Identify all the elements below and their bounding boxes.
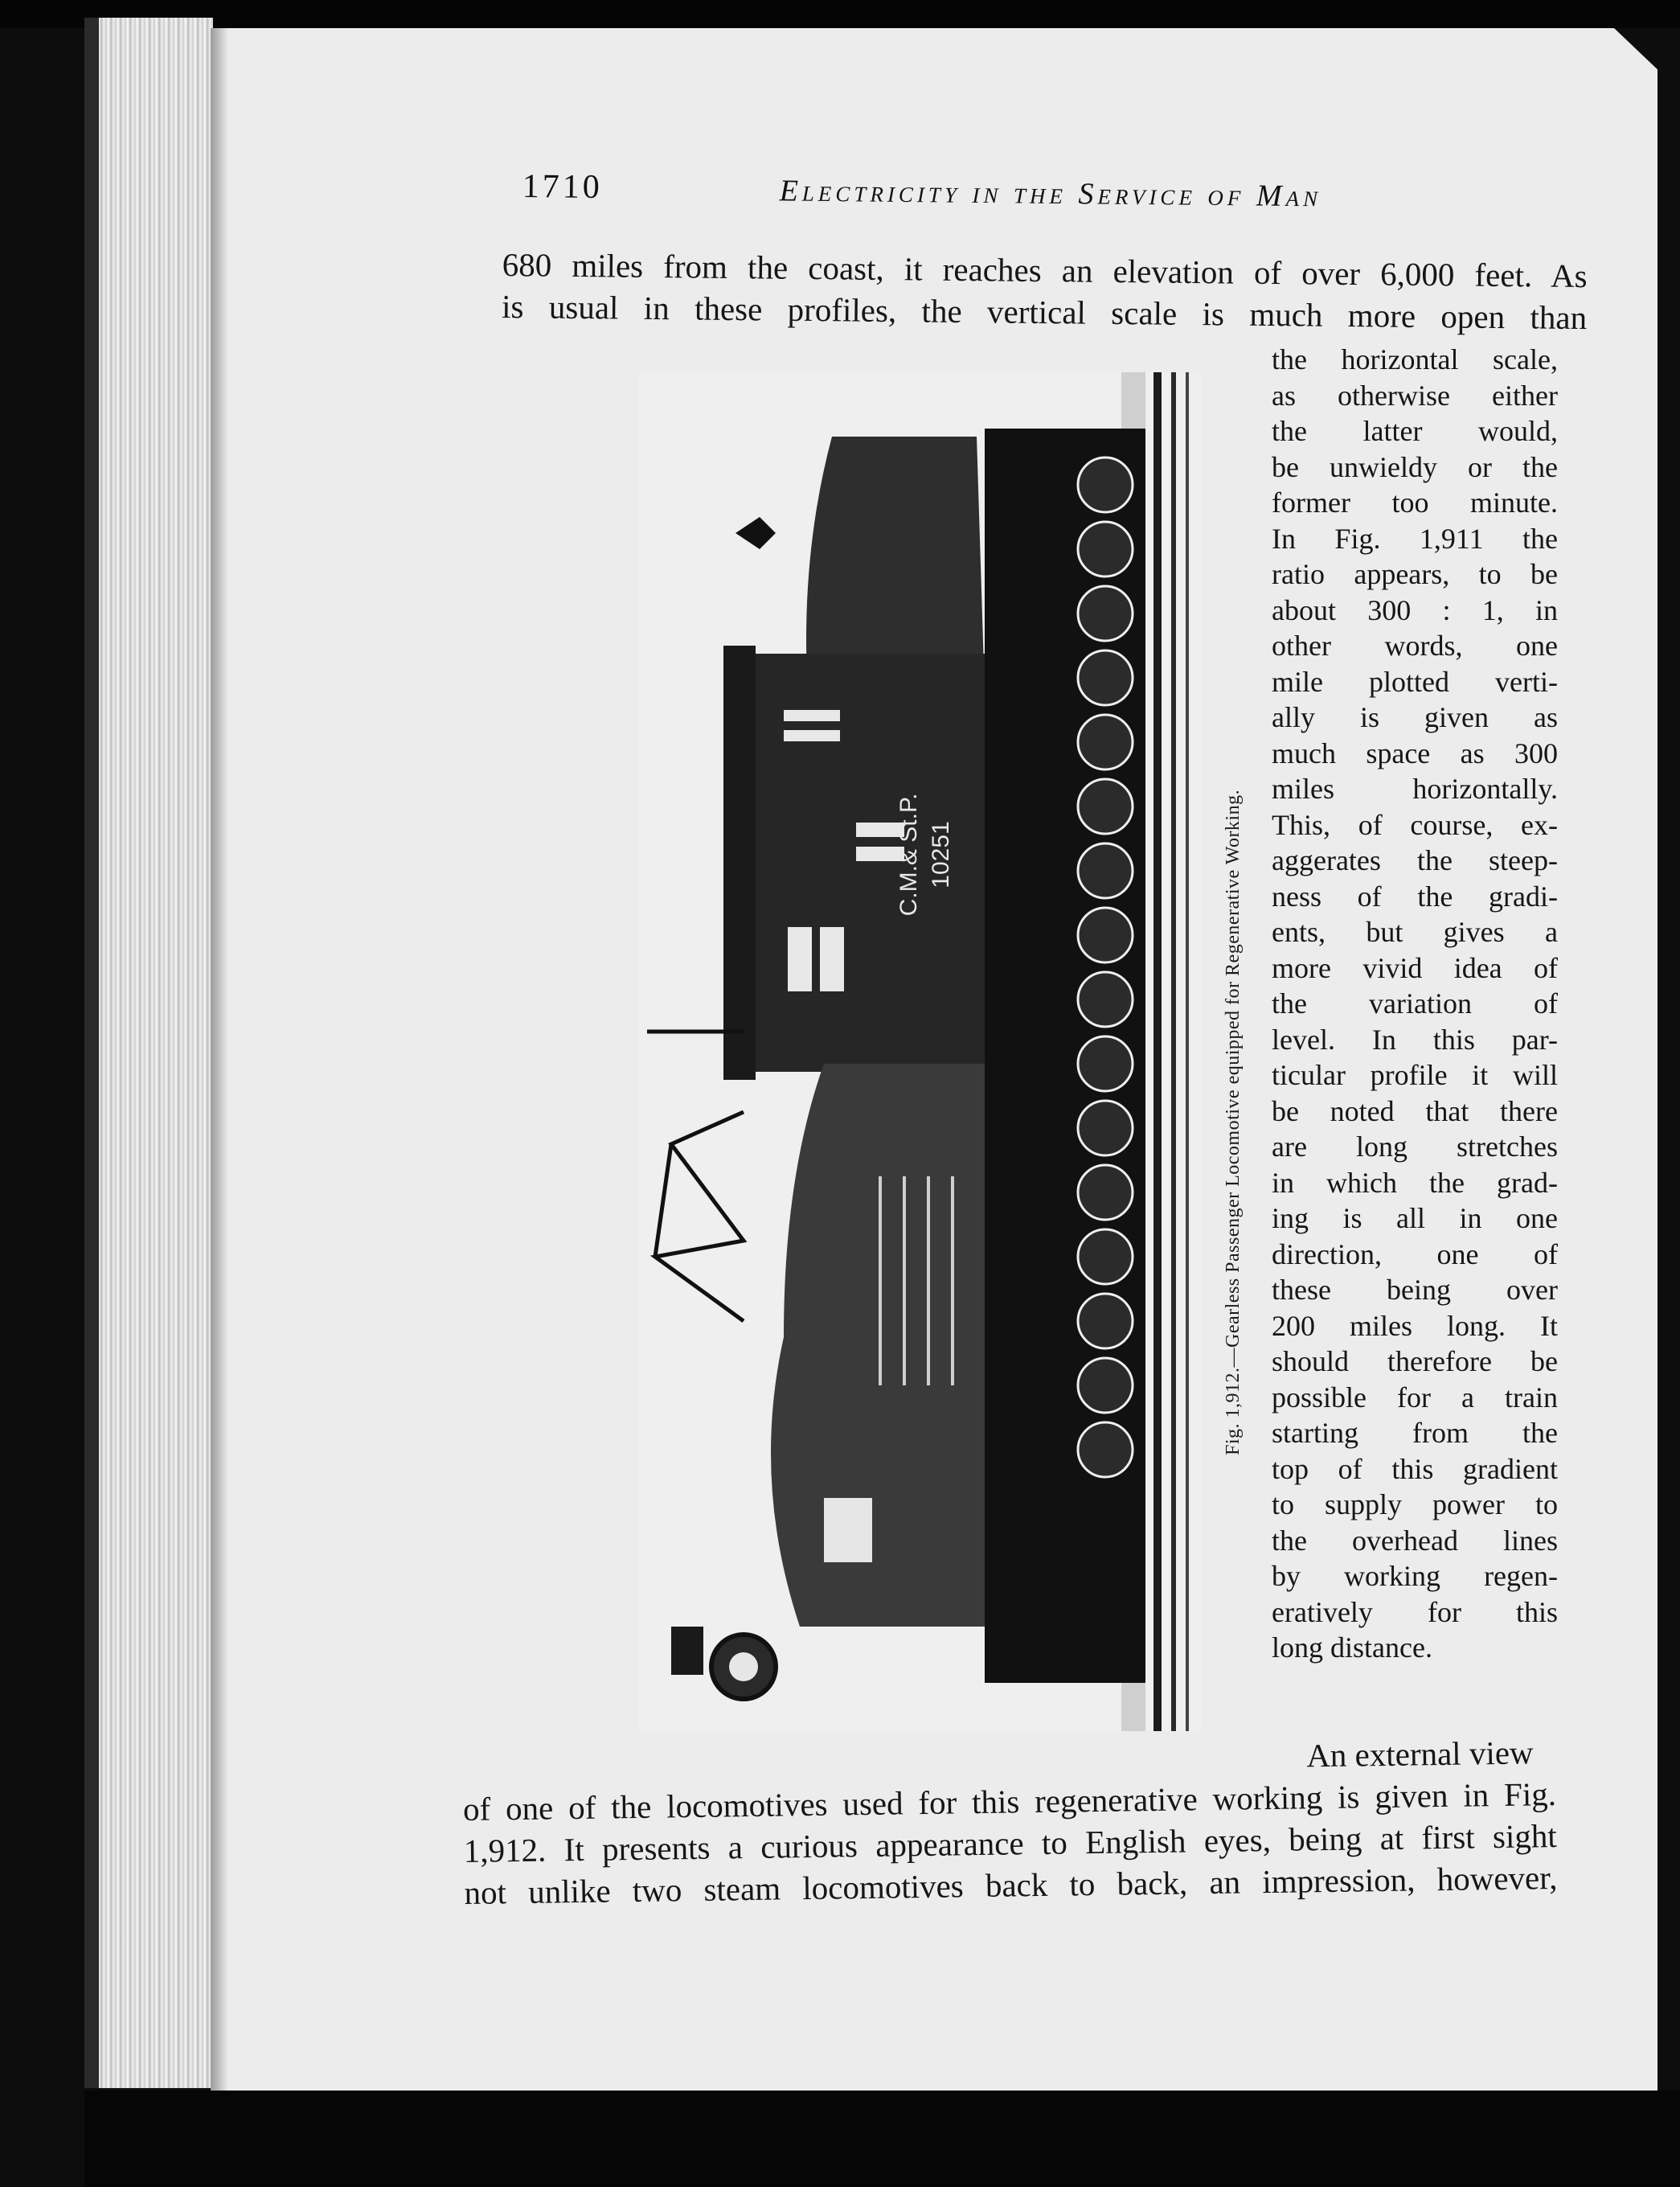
text-line: ticular profile it will [1272, 1059, 1558, 1091]
scan-bottom-border [84, 2091, 1680, 2187]
running-header [522, 167, 1342, 224]
text-line: by working regen- [1272, 1560, 1558, 1592]
text-line: other words, one [1272, 630, 1558, 662]
text-line: the overhead lines [1272, 1524, 1558, 1557]
cab-marking: C.M.& St.P. [895, 793, 922, 917]
page-number: 1710 [522, 167, 603, 207]
text-line: should therefore be [1272, 1345, 1558, 1377]
text-line: long distance. [1272, 1631, 1432, 1664]
text-line: In Fig. 1,911 the [1272, 522, 1558, 555]
text-line: An external view [1305, 1734, 1534, 1775]
text-line: much space as 300 [1272, 737, 1558, 769]
text-line: starting from the [1272, 1417, 1558, 1449]
text-line: mile plotted verti- [1272, 665, 1558, 698]
text-line: the variation of [1272, 987, 1558, 1020]
text-line: the horizontal scale, [1272, 343, 1558, 375]
text-line: be unwieldy or the [1272, 450, 1558, 483]
text-line: former too minute. [1272, 486, 1558, 519]
text-line: aggerates the steep- [1272, 844, 1558, 876]
text-line: these being over [1272, 1274, 1558, 1306]
text-line: to supply power to [1272, 1488, 1558, 1520]
text-line: are long stretches [1272, 1130, 1558, 1163]
side-column-text [1272, 342, 1558, 1666]
scan-top-border [0, 0, 1680, 28]
text-line: ents, but gives a [1272, 916, 1558, 948]
running-title: Electricity in the Service of Man [779, 174, 1322, 214]
text-line: 1,912. It presents a curious appearance to English eyes, being at first sight [463, 1817, 1558, 1869]
text-line: ratio appears, to be [1272, 558, 1558, 590]
locomotive-figure [639, 372, 1202, 1731]
bottom-paragraph [462, 1731, 1558, 1914]
text-line: ally is given as [1272, 701, 1558, 733]
text-line: 200 miles long. It [1272, 1309, 1558, 1342]
text-line: is usual in these profiles, the vertical scale is much more open than [501, 287, 1588, 337]
text-line: as otherwise either [1272, 379, 1558, 412]
text-line: top of this gradient [1272, 1452, 1558, 1485]
text-line: ness of the gradi- [1272, 880, 1558, 913]
text-line: level. In this par- [1272, 1023, 1558, 1056]
top-paragraph [502, 244, 1588, 339]
text-line: possible for a train [1272, 1381, 1558, 1414]
page-edges [84, 18, 213, 2088]
text-line: eratively for this [1272, 1595, 1558, 1628]
text-line: in which the grad- [1272, 1166, 1558, 1199]
text-line: be noted that there [1272, 1094, 1558, 1127]
text-line: of one of the locomotives used for this regenerative working is given in Fig. [462, 1775, 1557, 1828]
text-line: 680 miles from the coast, it reaches an elevation of over 6,000 feet. As [502, 245, 1588, 295]
text-line: direction, one of [1272, 1237, 1558, 1270]
cab-number: 10251 [928, 821, 954, 888]
figure-caption: Fig. 1,912.—Gearless Passenger Locomotive equipped for Regenerative Working. [1223, 789, 1244, 1455]
locomotive-photo [639, 372, 1202, 1731]
binding-shadow [84, 18, 99, 2088]
text-line: the latter would, [1272, 415, 1558, 447]
text-line: about 300 : 1, in [1272, 593, 1558, 626]
text-line: This, of course, ex- [1272, 808, 1558, 841]
page-gutter [211, 28, 228, 2093]
text-line: not unlike two steam locomotives back to back, an impression, however, [464, 1858, 1558, 1911]
text-line: miles horizontally. [1272, 773, 1558, 805]
text-line: more vivid idea of [1272, 951, 1558, 984]
text-line: ing is all in one [1272, 1202, 1558, 1234]
